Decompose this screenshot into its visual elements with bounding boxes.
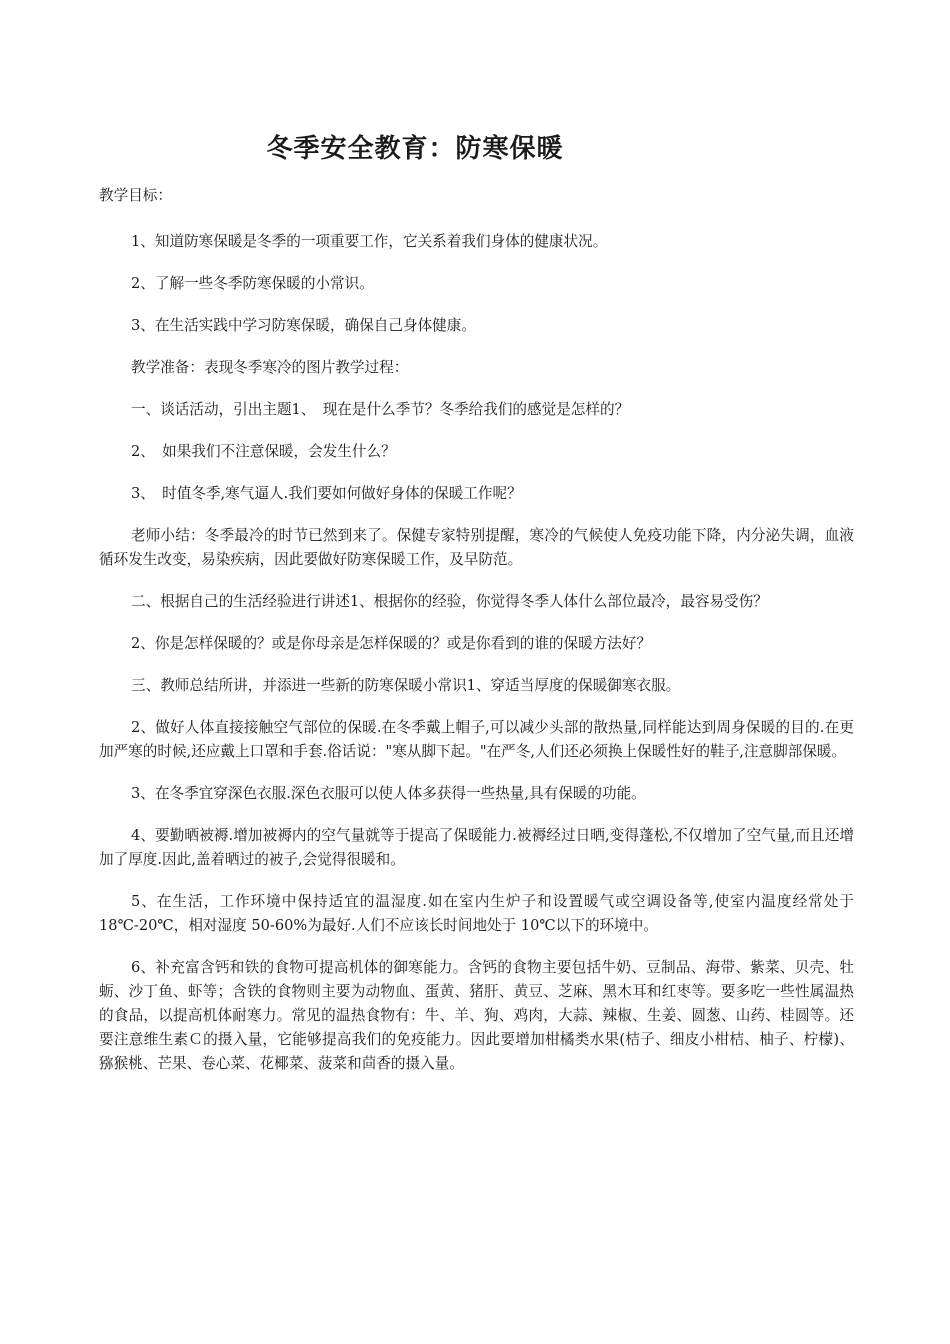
document-title: 冬季安全教育：防寒保暖 [266,134,564,164]
paragraph: 3、 时值冬季,寒气逼人.我们要如何做好身体的保暖工作呢？ [131,485,522,502]
paragraph: 一、谈话活动，引出主题1、 现在是什么季节？冬季给我们的感觉是怎样的？ [131,401,630,418]
paragraph: 三、教师总结所讲，并添进一些新的防寒保暖小常识1、穿适当厚度的保暖御寒衣服。 [131,677,681,694]
paragraph: 5、在生活，工作环境中保持适宜的温湿度.如在室内生炉子和设置暖气或空调设备等,使室内温度经常处于 18℃-20℃，相对湿度 50-60%为最好.人们不应该长时间地处于 10℃以下的环境中。 [99,893,854,934]
paragraph: 教学准备：表现冬季寒冷的图片教学过程： [131,359,409,376]
paragraph: 2、你是怎样保暖的？或是你母亲是怎样保暖的？或是你看到的谁的保暖方法好？ [131,635,652,652]
paragraph: 2、做好人体直接接触空气部位的保暖.在冬季戴上帽子,可以减少头部的散热量,同样能达到周身保暖的目的.在更加严寒的时候,还应戴上口罩和手套.俗话说："寒从脚下起。"在严冬,人们还必须换上保暖性好的鞋子,注意脚部保暖。 [99,719,854,760]
paragraph: 老师小结：冬季最冷的时节已然到来了。保健专家特别提醒，寒冷的气候使人免疫功能下降，内分泌失调，血液循环发生改变，易染疾病，因此要做好防寒保暖工作，及早防范。 [99,527,854,568]
paragraph: 1、知道防寒保暖是冬季的一项重要工作，它关系着我们身体的健康状况。 [131,233,608,250]
document-body [99,184,854,1094]
paragraph: 4、要勤晒被褥.增加被褥内的空气量就等于提高了保暖能力.被褥经过日晒,变得蓬松,不仅增加了空气量,而且还增加了厚度.因此,盖着晒过的被子,会觉得很暖和。 [99,827,854,868]
paragraph: 2、了解一些冬季防寒保暖的小常识。 [131,275,374,292]
paragraph: 二、根据自己的生活经验进行讲述1、根据你的经验，你觉得冬季人体什么部位最冷，最容易受伤？ [131,593,768,610]
paragraph: 3、在生活实践中学习防寒保暖，确保自己身体健康。 [131,317,476,334]
paragraph: 6、补充富含钙和铁的食物可提高机体的御寒能力。含钙的食物主要包括牛奶、豆制品、海带、紫菜、贝壳、牡蛎、沙丁鱼、虾等；含铁的食物则主要为动物血、蛋黄、猪肝、黄豆、芝麻、黑木耳和红枣等。要多吃一些性属温热的食品，以提高机体耐寒力。常见的温热食物有：牛、羊、狗、鸡肉，大蒜、辣椒、生姜、圆葱、山药、桂圆等。还要注意维生素Ｃ的摄入量，它能够提高我们的免疫能力。因此要增加柑橘类水果(桔子、细皮小柑桔、柚子、柠檬)、猕猴桃、芒果、卷心菜、花椰菜、菠菜和茴香的摄入量。 [99,959,854,1072]
paragraph: 3、在冬季宜穿深色衣服.深色衣服可以使人体多获得一些热量,具有保暖的功能。 [131,785,646,802]
paragraph-goals-heading: 教学目标： [99,187,172,204]
paragraph: 2、 如果我们不注意保暖，会发生什么？ [131,443,396,460]
